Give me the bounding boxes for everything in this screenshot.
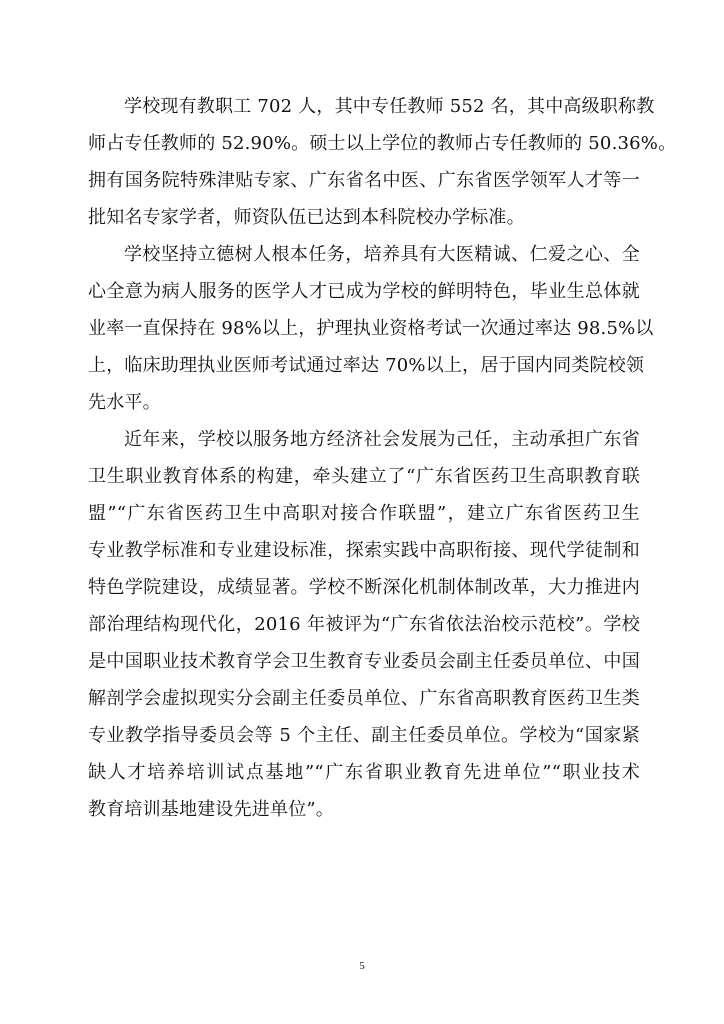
paragraph-1-line-4: 批知名专家学者，师资队伍已达到本科院校办学标准。 (88, 207, 525, 228)
paragraph-3-line-11: 教育培训基地建设先进单位”。 (88, 799, 335, 820)
paragraph-3-line-10: 缺人才培养培训试点基地”“广东省职业教育先进单位”“职业技术 (88, 762, 640, 783)
paragraph-3-line-8: 解剖学会虚拟现实分会副主任委员单位、广东省高职教育医药卫生类 (88, 688, 640, 709)
paragraph-3-line-2: 卫生职业教育体系的构建，牵头建立了“广东省医药卫生高职教育联 (88, 466, 640, 487)
paragraph-2-line-2: 心全意为病人服务的医学人才已成为学校的鲜明特色，毕业生总体就 (88, 281, 640, 302)
body-text (88, 88, 677, 828)
paragraph-1-line-2: 师占专任教师的 52.90%。硕士以上学位的教师占专任教师的 50.36%。 (88, 133, 677, 154)
paragraph-3-line-6: 部治理结构现代化，2016 年被评为“广东省依法治校示范校”。学校 (88, 614, 640, 635)
paragraph-2-line-3: 业率一直保持在 98%以上，护理执业资格考试一次通过率达 98.5%以 (88, 318, 654, 339)
paragraph-3-line-9: 专业教学指导委员会等 5 个主任、副主任委员单位。学校为“国家紧 (88, 725, 640, 746)
paragraph-2-line-1: 学校坚持立德树人根本任务，培养具有大医精诚、仁爱之心、全 (124, 244, 640, 265)
paragraph-3-line-1: 近年来，学校以服务地方经济社会发展为己任，主动承担广东省 (124, 429, 640, 450)
paragraph-3-line-4: 专业教学标准和专业建设标准，探索实践中高职衔接、现代学徒制和 (88, 540, 640, 561)
paragraph-1-line-1: 学校现有教职工 702 人，其中专任教师 552 名，其中高级职称教 (124, 96, 655, 117)
paragraph-3-line-5: 特色学院建设，成绩显著。学校不断深化机制体制改革，大力推进内 (88, 577, 640, 598)
paragraph-1-line-3: 拥有国务院特殊津贴专家、广东省名中医、广东省医学领军人才等一 (88, 170, 640, 191)
paragraph-2-line-5: 先水平。 (88, 392, 161, 413)
paragraph-2-line-4: 上，临床助理执业医师考试通过率达 70%以上，居于国内同类院校领 (88, 355, 645, 376)
paragraph-3-line-7: 是中国职业技术教育学会卫生教育专业委员会副主任委员单位、中国 (88, 651, 640, 672)
page-number: 5 (359, 960, 365, 972)
paragraph-3-line-3: 盟”“广东省医药卫生中高职对接合作联盟”，建立广东省医药卫生 (88, 503, 640, 524)
